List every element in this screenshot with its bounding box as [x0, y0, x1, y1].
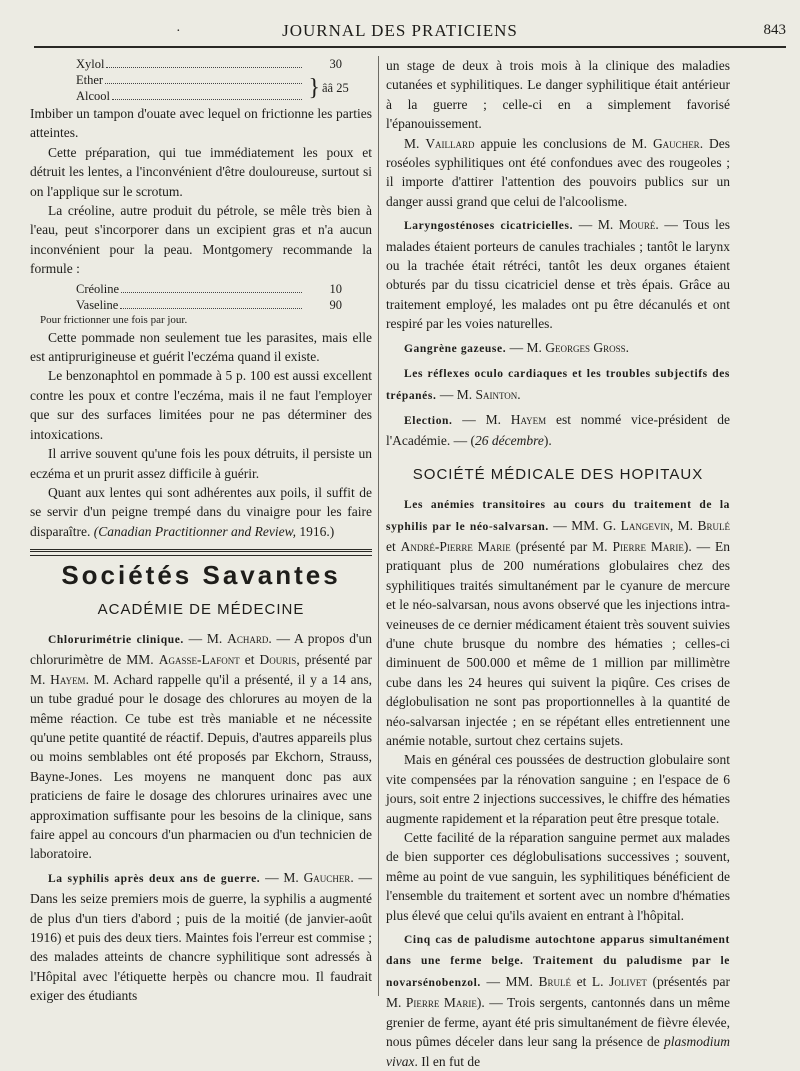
- article-paludisme: [386, 929, 730, 1071]
- section-rule: [30, 549, 372, 556]
- right-column: [386, 56, 730, 1071]
- text: — MM.: [480, 973, 539, 989]
- text: appuie les conclusions de M.: [474, 135, 653, 151]
- article-laryngostenoses: [386, 215, 730, 333]
- author-name: Gaucher: [652, 135, 700, 151]
- text: . M. Achard rappelle qu'il a présenté, il y a 14 ans, un tube gradué pour le dosage des chlorures au moyen de la même réaction. Ce tube est très maniable et ne nécessite qu'une petite quantité de réactif. Depuis, d'autres appareils plus ou moins semblables ont été proposés par Ekchorn, Strauss, Bayne-Jones. Les moyens ne manquent donc pas aux praticiens de faire le dosage des chlorures urinaires avec une approximation suffisante pour les besoins de la clinique, sans faire appel au concours d'un pharmacien ou d'un technicien de laboratoire.: [30, 671, 372, 862]
- journal-title: JOURNAL DES PRATICIENS: [282, 21, 518, 40]
- text: (présenté par M.: [510, 538, 613, 554]
- paragraph: [386, 134, 730, 212]
- article-reflexes: [386, 363, 730, 406]
- text: , M.: [669, 517, 698, 533]
- author-name: Jolivet: [609, 973, 647, 989]
- header-dot: ·: [176, 24, 181, 39]
- text: — M.: [436, 386, 476, 402]
- ingredient-quantity: 10: [329, 281, 342, 296]
- paragraph: un stage de deux à trois mois à la clinique des maladies cutanées et syphilitiques. Le danger syphilitique était antérieur à la guerre ; celle-ci en a simplement favorisé l'épanouissement.: [386, 58, 730, 132]
- hopitaux-heading: SOCIÉTÉ MÉDICALE DES HOPITAUX: [412, 465, 704, 483]
- recipe-brace-group: [76, 72, 372, 104]
- author-name: Sainton: [475, 386, 518, 402]
- header-rule: [34, 46, 786, 48]
- article-heading: Les réflexes oculo cardiaques et les troubles subjectifs des trépanés.: [386, 368, 730, 402]
- recipe-line: [76, 88, 306, 104]
- ingredient-name: Xylol: [76, 57, 105, 71]
- text: est nommé vice-président de l'Académie. — (: [386, 411, 730, 449]
- text: — M.: [452, 411, 511, 427]
- text: — MM. G.: [548, 517, 621, 533]
- page-header: [0, 0, 800, 46]
- author-name: Langevin: [620, 517, 670, 533]
- academie-heading: ACADÉMIE DE MÉDECINE: [97, 600, 305, 618]
- article-heading: Election.: [404, 414, 453, 427]
- paragraph: Cette facilité de la réparation sanguine permet aux malades de bien supporter ces déglobulisations successives ; souvent, même au point de vue sanguin, les syphilitiques bénéficient de l'ensemble du traitement et sortent avec un nombre d'hématies plus élevé que celui qu'ils avaient en entrant à l'hôpital.: [386, 830, 730, 923]
- curly-brace: }: [308, 75, 320, 101]
- author-name: Georges Gross: [545, 339, 626, 355]
- section-title: Sociétés Savantes: [61, 560, 341, 591]
- text: M.: [404, 135, 426, 151]
- text: . — Tous les malades étaient porteurs de canules trachiales ; tantôt le larynx ou la trachée était rétréci, tantôt les deux organes étaient obturés par du tissu cicatriciel dense et très épais. Grâce au traitement employé, les malades ont pu être décanulés et ont respiré par les voies naturelles.: [386, 217, 730, 332]
- ingredient-name: Ether: [76, 73, 104, 87]
- recipe-xylol: [30, 56, 372, 104]
- page-number: 843: [763, 22, 786, 38]
- text: . — Dans les seize premiers mois de guerre, la syphilis a augmenté de plus d'un tiers d'abord ; puis de la moitié (de janvier-août 1916) et puis des deux tiers. Maintes fois l'erreur est commise ; des malades atteints de chancre syphilitique sont adressés à l'Hôpital avec l'étiquette herpès ou chancre mou. Il faudrait exiger des étudiants: [30, 869, 372, 1004]
- text: et: [239, 652, 260, 668]
- article-heading: Laryngosténoses cicatricielles.: [404, 220, 574, 233]
- recipe-line: [76, 56, 372, 72]
- article-heading: Chlorurimétrie clinique.: [48, 633, 184, 646]
- recipe-note: Pour frictionner une fois par jour.: [40, 313, 188, 326]
- author-name: Agasse-Lafont: [158, 652, 240, 668]
- text: et L.: [571, 973, 610, 989]
- citation-year: 1916.): [295, 523, 335, 539]
- article-anemies: [386, 494, 730, 750]
- recipe-creoline: [30, 281, 372, 313]
- recipe-line: [76, 297, 372, 313]
- author-name: Vaillard: [425, 135, 475, 151]
- ingredient-name: Créoline: [76, 281, 120, 296]
- ingredient-quantity: 90: [329, 297, 342, 312]
- paragraph: La créoline, autre produit du pétrole, se mêle très bien à l'eau, peut s'incorporer dans un excipient gras et n'a aucun inconvénient pour la peau. Montgomery recommande la formule :: [30, 203, 372, 277]
- text: (présentés par M.: [386, 973, 730, 1011]
- text: — M.: [506, 339, 546, 355]
- article-chlorurimetrie: [30, 629, 372, 864]
- author-name: Douris: [259, 652, 297, 668]
- author-name: Brulé: [697, 517, 730, 533]
- text: . Des roséoles syphilitiques ont été confondues avec des rougeoles ; il importe d'attirer l'attention des pouvoirs publics sur un danger aussi grand que celui de l'alcoolisme.: [386, 135, 730, 209]
- author-name: Hayem: [50, 671, 86, 687]
- text: . — A propos d'un chlorurimètre de MM.: [30, 630, 372, 668]
- dot-leader: [112, 99, 302, 100]
- article-heading: Les anémies transitoires au cours du traitement de la syphilis par le néo-salvarsan.: [386, 499, 730, 533]
- author-name: Pierre Marie: [612, 538, 684, 554]
- article-heading: Cinq cas de paludisme autochtone apparus simultanément dans une ferme belge. Traitement du paludisme par le novarsénobenzol.: [386, 934, 730, 989]
- article-heading: Gangrène gazeuse.: [404, 342, 507, 355]
- author-name: Brulé: [538, 973, 572, 989]
- paragraph: Imbiber un tampon d'ouate avec lequel on frictionne les parties atteintes.: [30, 106, 372, 141]
- text: ).: [543, 433, 552, 449]
- text: ). — Trois sergents, cantonnés dans un même grenier de ferme, ayant été pris simultanément de fièvre élevée, nous pûmes déceler dans leur sang la présence de: [386, 995, 730, 1050]
- article-heading: La syphilis après deux ans de guerre.: [48, 872, 261, 885]
- paragraph: [30, 483, 372, 541]
- author-name: Mouré: [618, 217, 656, 233]
- text: — M.: [183, 630, 228, 646]
- citation: (Canadian Practitionner and Review,: [93, 523, 296, 539]
- text: — M.: [573, 217, 619, 233]
- ingredient-quantity: ââ 25: [322, 81, 349, 95]
- recipe-line: [76, 72, 306, 88]
- species-name: plasmodium vivax: [386, 1034, 730, 1069]
- article-gangrene: [386, 338, 730, 359]
- left-column: [30, 56, 372, 1006]
- ingredient-name: Vaseline: [76, 297, 119, 312]
- recipe-line: [76, 281, 372, 297]
- text: ). — En pratiquant plus de 200 numérations globulaires chez des syphilitiques traités simultanément par le cyanure de mercure et le néo-salvarsan, nous avons observé que les injections intra-veineuses de ce dernier médicament étaient très souvent suivies d'une chute brusque du nombre des hématies ; celles-ci diminuent de 500.000 et même de 1 million par millimètre cube dans les 24 heures qui suivent la piqûre. Ces crises de déglobulisation ne sont pas proportionnelles à la quantité de néo-salvarsan injectée ; en se répétant elles entretiennent une anémie notable, surtout chez certains sujets.: [386, 538, 730, 748]
- text: .: [625, 339, 629, 355]
- paragraph: Cette préparation, qui tue immédiatement les poux et détruit les lentes, a l'inconvénient d'être douloureuse, surtout si on l'applique sur le scrotum.: [30, 144, 372, 199]
- paragraph: Cette pommade non seulement tue les parasites, mais elle est antiprurigineuse et guérit l'eczéma quand il existe.: [30, 329, 372, 365]
- text: — M.: [260, 869, 304, 885]
- text: .: [517, 386, 521, 402]
- ingredient-quantity: 30: [329, 57, 342, 71]
- dot-leader: [106, 67, 302, 68]
- author-name: Hayem: [510, 411, 547, 427]
- paragraph: Le benzonaphtol en pommade à 5 p. 100 est aussi excellent contre les poux et contre l'eczéma, mais il ne faut l'employer que sur des surfaces limitées pour ne pas déterminer des intoxications.: [30, 368, 372, 442]
- text: . Il en fut de: [414, 1053, 481, 1069]
- dot-leader: [121, 292, 302, 293]
- date: 26 décembre: [475, 433, 544, 449]
- text: et: [386, 538, 401, 554]
- article-syphilis: [30, 868, 372, 1006]
- author-name: Achard: [227, 630, 269, 646]
- dot-leader: [120, 308, 302, 309]
- author-name: Gaucher: [303, 869, 351, 885]
- column-divider: [378, 56, 379, 996]
- dot-leader: [105, 83, 302, 84]
- text: , présenté par M.: [30, 652, 372, 687]
- paragraph: Il arrive souvent qu'une fois les poux détruits, il persiste un eczéma et un prurit assez difficile à guérir.: [30, 446, 372, 481]
- ingredient-name: Alcool: [76, 89, 111, 103]
- author-name: André-Pierre Marie: [400, 538, 511, 554]
- article-election: [386, 410, 730, 451]
- paragraph: Mais en général ces poussées de destruction globulaire sont vite compensées par la rénovation sanguine ; en l'espace de 6 jours, soit entre 2 injections successives, le chiffre des hématies augmente rapidement et la réparation peut être presque totale.: [386, 752, 730, 826]
- author-name: Pierre Marie: [405, 995, 477, 1011]
- paragraph-text: Quant aux lentes qui sont adhérentes aux poils, il suffit de se servir d'un peigne trempé dans du vinaigre pour les faire disparaître.: [30, 484, 372, 539]
